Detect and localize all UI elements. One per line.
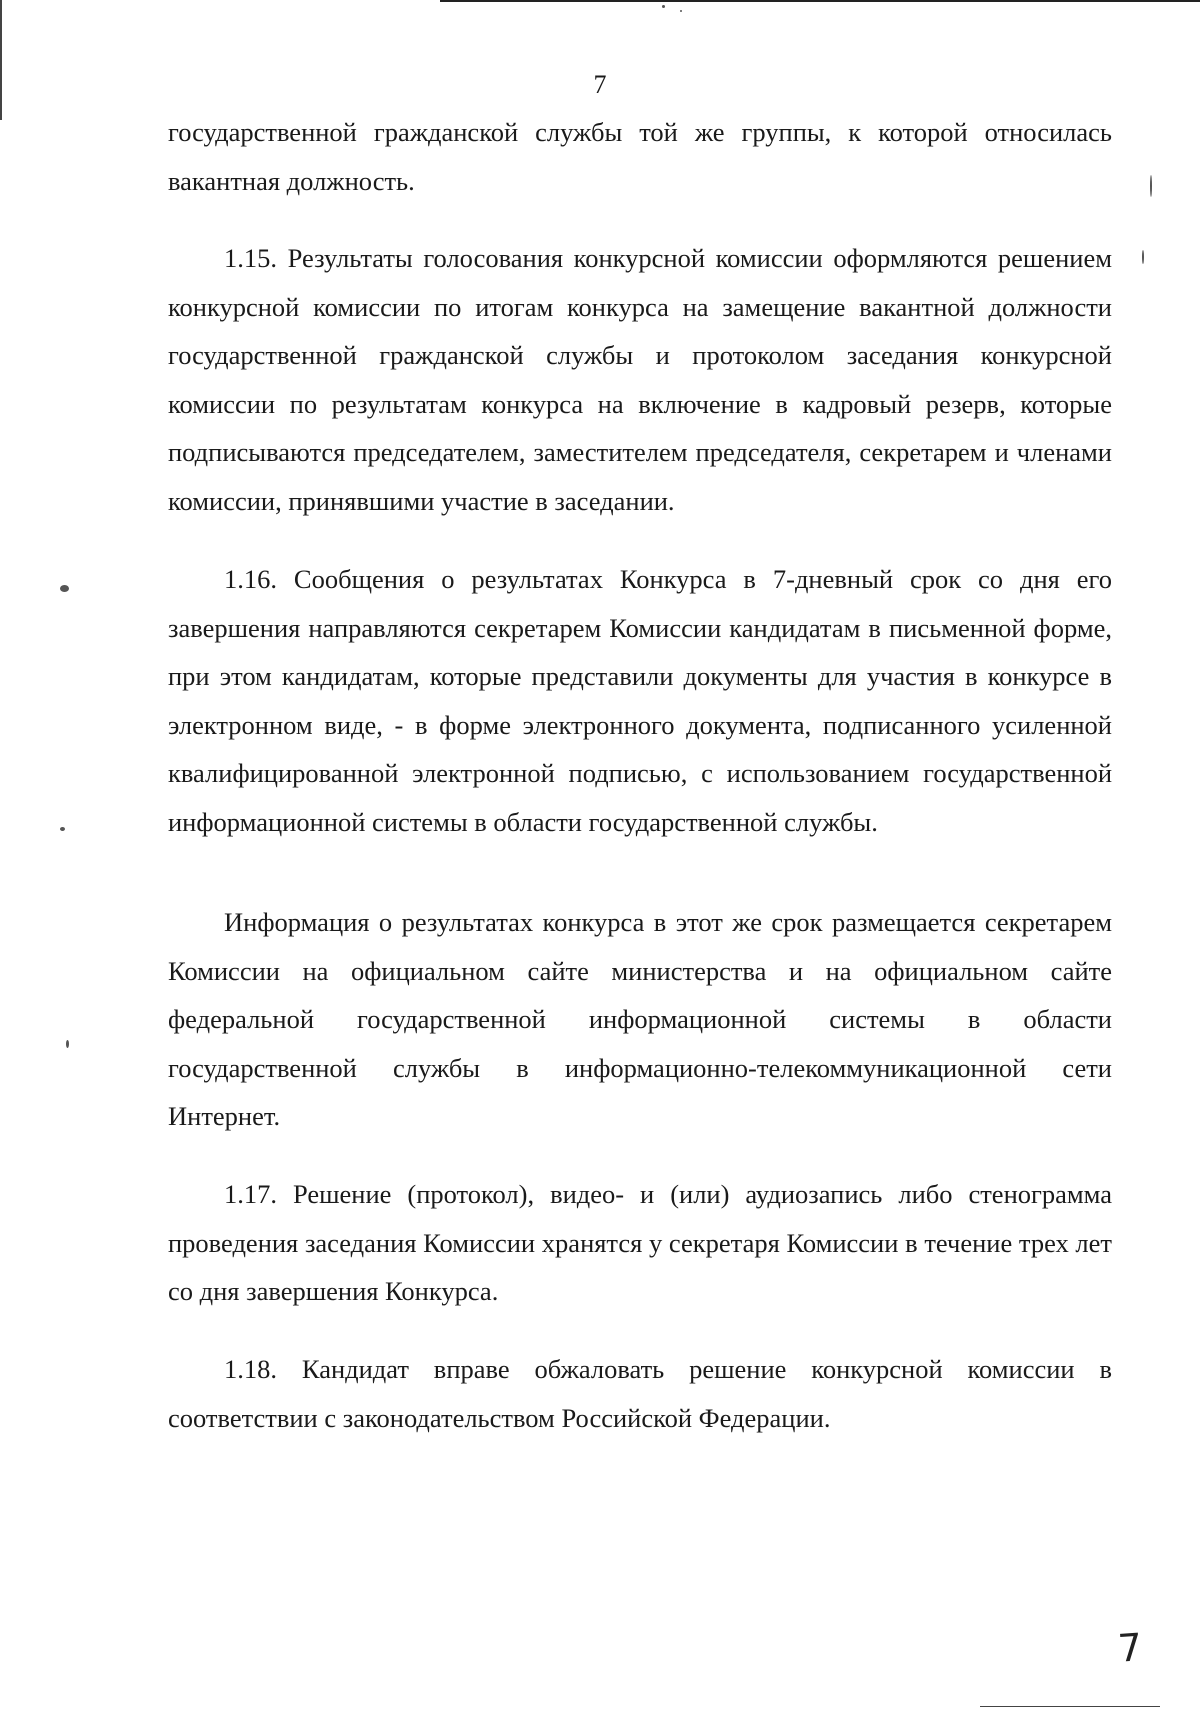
scan-speck (662, 5, 665, 8)
scan-edge-left (0, 0, 2, 120)
scan-edge-bottom (980, 1706, 1160, 1707)
paragraph-text: 1.18. Кандидат вправе обжаловать решение конкурсной комиссии в соответствии с законодательством Российской Федерации. (168, 1354, 1112, 1433)
paragraph-1-17 (168, 1170, 1112, 1316)
scan-speck (66, 1040, 69, 1048)
paragraph-info (168, 898, 1112, 1141)
paragraph-1-16 (168, 555, 1112, 846)
handwritten-page-mark: 7 (1116, 1625, 1144, 1671)
page-number: 7 (593, 70, 607, 99)
scan-speck (1150, 175, 1152, 197)
scan-speck (680, 10, 682, 12)
paragraph-text: 1.16. Сообщения о результатах Конкурса в 7-дневный срок со дня его завершения направляются секретарем Комиссии кандидатам в письменной форме, при этом кандидатам, которые представили документы для участия в конкурсе в электронном виде, - в форме электронного документа, подписанного усиленной квалифицированной электронной подписью, с использованием государственной информационной системы в области государственной службы. (168, 564, 1112, 837)
paragraph-1-18 (168, 1345, 1112, 1442)
scan-speck (60, 585, 69, 592)
paragraph-text: 1.17. Решение (протокол), видео- и (или) аудиозапись либо стенограмма проведения заседания Комиссии хранятся у секретаря Комиссии в течение трех лет со дня завершения Конкурса. (168, 1179, 1112, 1306)
paragraph-1-15 (168, 234, 1112, 525)
paragraph-continuation (168, 108, 1112, 205)
paragraph-text: Информация о результатах конкурса в этот же срок размещается секретарем Комиссии на официальном сайте министерства и на официальном сайте федеральной государственной информационной системы в области государственной службы в информационно-телекоммуникационной сети Интернет. (168, 907, 1112, 1131)
paragraph-text: государственной гражданской службы той же группы, к которой относилась вакантная должность. (168, 117, 1112, 196)
scan-speck (1142, 250, 1144, 264)
scan-edge-top (440, 0, 1200, 2)
scan-speck (60, 827, 65, 831)
paragraph-text: 1.15. Результаты голосования конкурсной комиссии оформляются решением конкурсной комиссии по итогам конкурса на замещение вакантной должности государственной гражданской службы и протоколом заседания конкурсной комиссии по результатам конкурса на включение в кадровый резерв, которые подписываются председателем, заместителем председателя, секретарем и членами комиссии, принявшими участие в заседании. (168, 243, 1112, 516)
